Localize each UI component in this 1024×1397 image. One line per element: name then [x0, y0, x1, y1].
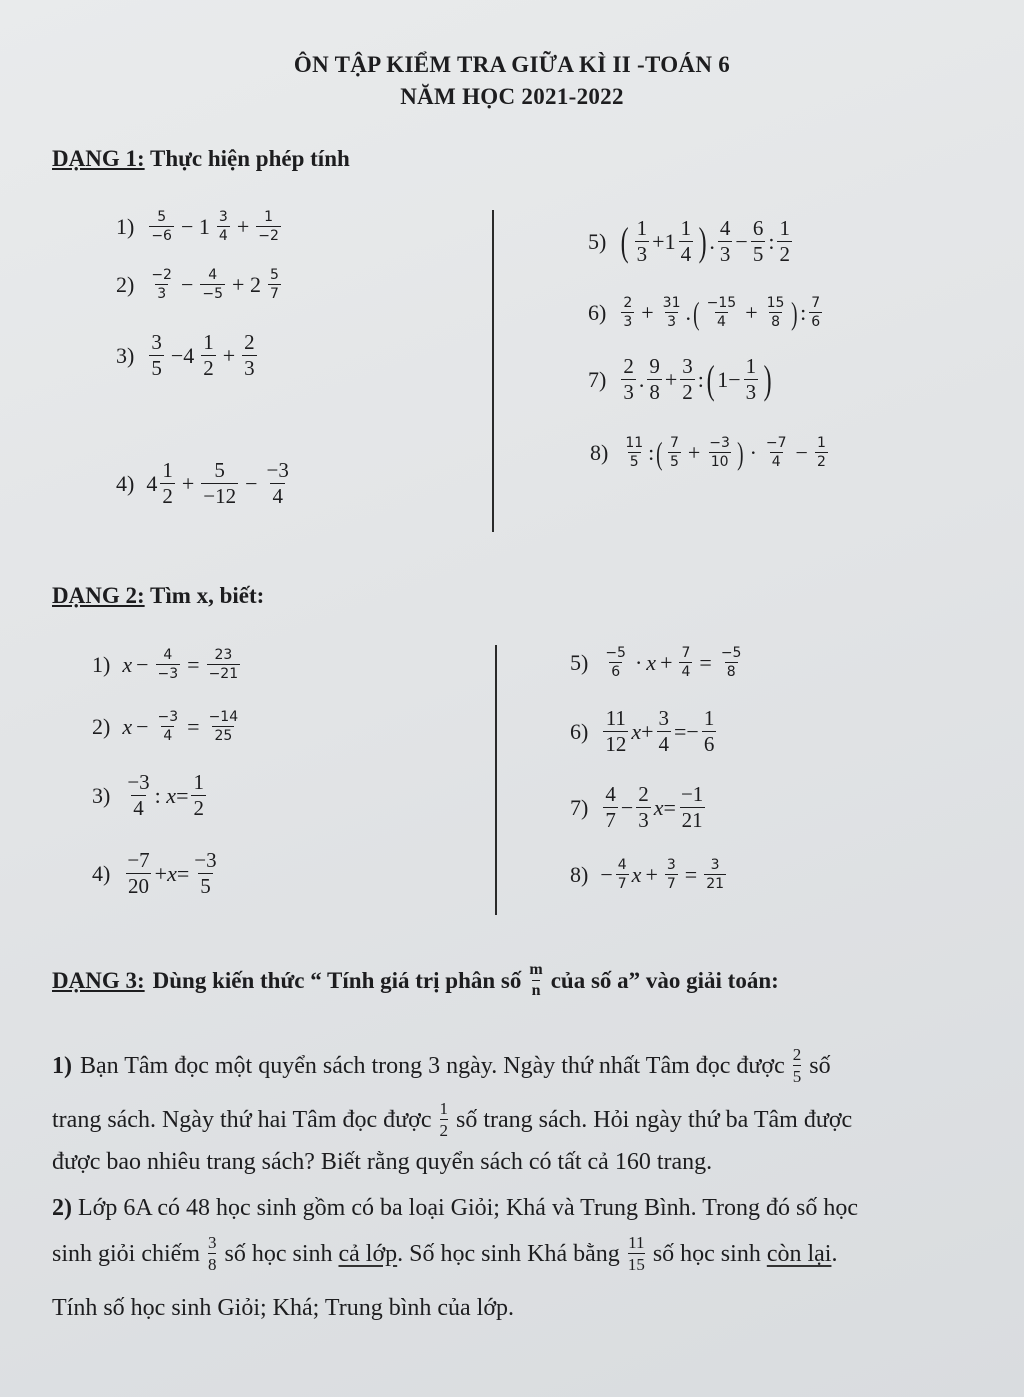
problem-2-line-2 [52, 1234, 967, 1273]
fraction: $\frac{-2}{3}$ [151, 267, 172, 302]
fraction: $\frac{-14}{25}$ [208, 709, 239, 744]
item-number: 8) [590, 439, 609, 465]
fraction: $\frac{3}{4}$ [658, 706, 670, 756]
fraction: $\frac{7}{6}$ [811, 295, 821, 330]
fraction: $\frac{-3}{4}$ [266, 458, 289, 508]
fraction: $\frac{1}{3}$ [636, 216, 648, 266]
fraction: $\frac{3}{5}$ [151, 330, 162, 380]
d2-item-2: 2) x − $\frac{-3}{4}$ = $\frac{-14}{25}$ [92, 709, 239, 744]
section-3-heading [52, 962, 779, 999]
fraction: $\frac{1}{3}$ [745, 354, 757, 404]
underlined-text: còn lại [766, 1240, 832, 1267]
d1-item-3: 3) $\frac{3}{5}$ −4 $\frac{1}{2}$ + $\frac{2}{3}$ [116, 330, 255, 380]
fraction: $\frac{2}{3}$ [244, 330, 255, 380]
section-2-title: Tìm x, biết: [149, 583, 265, 608]
fraction: $\frac{3}{4}$ [218, 209, 228, 244]
item-number: 2) [92, 713, 111, 739]
d2-item-4: 4) $\frac{-7}{20}$ + x = $\frac{-3}{5}$ [92, 848, 217, 898]
problem-number: 1) [52, 1052, 72, 1079]
item-number: 7) [570, 794, 589, 820]
problem-1-line-3: được bao nhiêu trang sách? Biết rằng quyển sách có tất cả 160 trang. [52, 1149, 713, 1175]
fraction-numerator: 11 [628, 1233, 645, 1252]
fraction: $\frac{4}{-3}$ [157, 647, 179, 682]
section-1-label: DẠNG 1: [52, 146, 145, 171]
fraction: $\frac{11}{12}$ [605, 706, 627, 756]
fraction: $\frac{2}{3}$ [638, 782, 649, 832]
page-subtitle: NĂM HỌC 2021-2022 [400, 84, 624, 109]
text: số học sinh [652, 1240, 761, 1267]
fraction: $\frac{11}{5}$ [625, 435, 644, 470]
problem-1-line-1 [52, 1046, 967, 1085]
fraction: $\frac{1}{2}$ [193, 770, 204, 820]
fraction: $\frac{-3}{4}$ [127, 770, 150, 820]
text: sinh giỏi chiếm [52, 1240, 200, 1267]
item-number: 4) [116, 470, 135, 496]
item-number: 4) [92, 860, 111, 886]
item-number: 5) [570, 649, 589, 675]
d2-item-6: 6) $\frac{11}{12}$ x + $\frac{3}{4}$ =− $\frac{1}{6}$ [570, 706, 715, 756]
fraction: $\frac{3}{2}$ [682, 354, 693, 404]
underlined-text: cả lớp [338, 1240, 398, 1267]
fraction-denominator: 5 [792, 1067, 802, 1086]
fraction: $\frac{1}{2}$ [203, 330, 214, 380]
text: . [831, 1240, 838, 1267]
section-2-heading [52, 583, 264, 609]
section-3-title-start: Dùng kiến thức “ Tính giá trị phân số [152, 967, 522, 993]
column-divider-1 [492, 210, 494, 532]
fraction-numerator: 1 [439, 1099, 448, 1118]
fraction-numerator: 3 [207, 1233, 217, 1252]
d2-item-3: 3) $\frac{-3}{4}$ : x = $\frac{1}{2}$ [92, 770, 204, 820]
fraction: $\frac{-5}{8}$ [720, 645, 742, 680]
d1-item-8: 8) $\frac{11}{5}$ : ( $\frac{7}{5}$ + $\frac{-3}{10}$ ) · $\frac{-7}{4}$ − $\frac{1}{2}$ [590, 434, 826, 471]
section-3-title-end: của số a” vào giải toán: [550, 967, 779, 993]
fraction [440, 1100, 449, 1139]
fraction: $\frac{4}{3}$ [719, 216, 731, 266]
fraction: $\frac{2}{3}$ [623, 354, 634, 404]
d1-item-7: 7) $\frac{2}{3}$ . $\frac{9}{8}$ + $\frac{3}{2}$ : ( 1− $\frac{1}{3}$ ) [588, 354, 772, 404]
d2-item-5: 5) $\frac{-5}{6}$ · x + $\frac{7}{4}$ = $\frac{-5}{8}$ [570, 645, 742, 680]
fraction-numerator: m [529, 961, 543, 978]
d1-item-6: 6) $\frac{2}{3}$ + $\frac{31}{3}$ . ( $\frac{-15}{4}$ + $\frac{15}{8}$ ) : $\frac{7}{6}$ [588, 294, 821, 331]
text: . Số học sinh Khá bằng [397, 1240, 620, 1267]
fraction: $\frac{1}{4}$ [680, 216, 692, 266]
item-number: 6) [588, 299, 607, 325]
fraction: $\frac{3}{7}$ [666, 857, 676, 892]
d2-item-7: 7) $\frac{4}{7}$ − $\frac{2}{3}$ x = $\frac{-1}{21}$ [570, 782, 704, 832]
item-number: 1) [116, 213, 135, 239]
fraction: $\frac{1}{2}$ [779, 216, 790, 266]
fraction: $\frac{15}{8}$ [766, 295, 785, 330]
item-number: 5) [588, 228, 607, 254]
fraction: $\frac{-3}{10}$ [709, 435, 730, 470]
fraction: $\frac{4}{7}$ [617, 857, 627, 892]
fraction: $\frac{-5}{6}$ [605, 645, 626, 680]
fraction: $\frac{1}{6}$ [703, 706, 715, 756]
text: trang sách. Ngày thứ hai Tâm đọc được [52, 1106, 432, 1133]
fraction: $\frac{7}{5}$ [669, 435, 679, 470]
fraction: $\frac{5}{-6}$ [151, 209, 172, 244]
fraction: $\frac{4}{-5}$ [202, 267, 224, 302]
problem-1-line-2 [52, 1100, 967, 1139]
fraction-denominator: 8 [207, 1255, 217, 1274]
fraction: $\frac{5}{7}$ [269, 267, 279, 302]
item-number: 8) [570, 861, 589, 887]
fraction [793, 1046, 802, 1085]
item-number: 3) [116, 342, 135, 368]
item-number: 1) [92, 651, 111, 677]
item-number: 7) [588, 366, 607, 392]
fraction [628, 1234, 645, 1273]
problem-2-line-1 [52, 1196, 967, 1220]
fraction: $\frac{-1}{21}$ [680, 782, 704, 832]
fraction: $\frac{-7}{20}$ [127, 848, 150, 898]
section-3-label: DẠNG 3: [52, 967, 145, 993]
fraction: $\frac{1}{2}$ [816, 435, 826, 470]
d2-item-8: 8) − $\frac{4}{7}$ x + $\frac{3}{7}$ = $\frac{3}{21}$ [570, 857, 725, 892]
fraction [529, 962, 542, 999]
text: số học sinh [224, 1240, 333, 1267]
fraction: $\frac{6}{5}$ [752, 216, 764, 266]
problem-number: 2) [52, 1195, 72, 1221]
text: Lớp 6A có 48 học sinh gồm có ba loại Giỏi; Khá và Trung Bình. Trong đó số học [78, 1195, 859, 1221]
fraction: $\frac{1}{-2}$ [258, 209, 279, 244]
fraction: $\frac{23}{-21}$ [208, 647, 239, 682]
fraction: $\frac{-7}{4}$ [765, 435, 787, 470]
problem-2-line-3: Tính số học sinh Giỏi; Khá; Trung bình của lớp. [52, 1295, 515, 1321]
fraction: $\frac{3}{21}$ [706, 857, 725, 892]
fraction: $\frac{-3}{5}$ [194, 848, 217, 898]
d1-item-5: 5) ( $\frac{1}{3}$ +1 $\frac{1}{4}$ ) . $\frac{4}{3}$ − $\frac{6}{5}$ : $\frac{1}{2}$ [588, 216, 790, 266]
section-1-heading [52, 146, 350, 172]
section-2-label: DẠNG 2: [52, 583, 145, 608]
fraction: $\frac{5}{-12}$ [203, 458, 237, 508]
d1-item-1: 1) $\frac{5}{-6}$ − 1 $\frac{3}{4}$ + $\frac{1}{-2}$ [116, 209, 279, 244]
fraction: $\frac{4}{7}$ [605, 782, 616, 832]
text: số [809, 1052, 831, 1079]
fraction [208, 1234, 217, 1273]
d2-item-1: 1) x − $\frac{4}{-3}$ = $\frac{23}{-21}$ [92, 647, 239, 682]
section-1-title: Thực hiện phép tính [149, 146, 350, 171]
item-number: 3) [92, 782, 111, 808]
fraction: $\frac{-3}{4}$ [157, 709, 179, 744]
item-number: 2) [116, 271, 135, 297]
page-title: ÔN TẬP KIỂM TRA GIỮA KÌ II -TOÁN 6 [293, 52, 731, 77]
fraction: $\frac{9}{8}$ [649, 354, 660, 404]
fraction: $\frac{2}{3}$ [623, 295, 633, 330]
fraction: $\frac{31}{3}$ [662, 295, 681, 330]
text: Bạn Tâm đọc một quyển sách trong 3 ngày. Ngày thứ nhất Tâm đọc được [80, 1052, 785, 1079]
fraction-denominator: n [531, 982, 541, 999]
fraction: $\frac{1}{2}$ [162, 458, 173, 508]
item-number: 6) [570, 718, 589, 744]
fraction-denominator: 2 [439, 1121, 448, 1140]
column-divider-2 [495, 645, 497, 915]
d1-item-2: 2) $\frac{-2}{3}$ − $\frac{4}{-5}$ + 2 $\frac{5}{7}$ [116, 267, 279, 302]
text: số trang sách. Hỏi ngày thứ ba Tâm được [456, 1106, 853, 1133]
fraction: $\frac{7}{4}$ [681, 645, 691, 680]
fraction: $\frac{-15}{4}$ [706, 295, 737, 330]
d1-item-4: 4) 4 $\frac{1}{2}$ + $\frac{5}{-12}$ − $\frac{-3}{4}$ [116, 458, 289, 508]
fraction-denominator: 15 [627, 1255, 645, 1274]
fraction-numerator: 2 [792, 1045, 802, 1064]
